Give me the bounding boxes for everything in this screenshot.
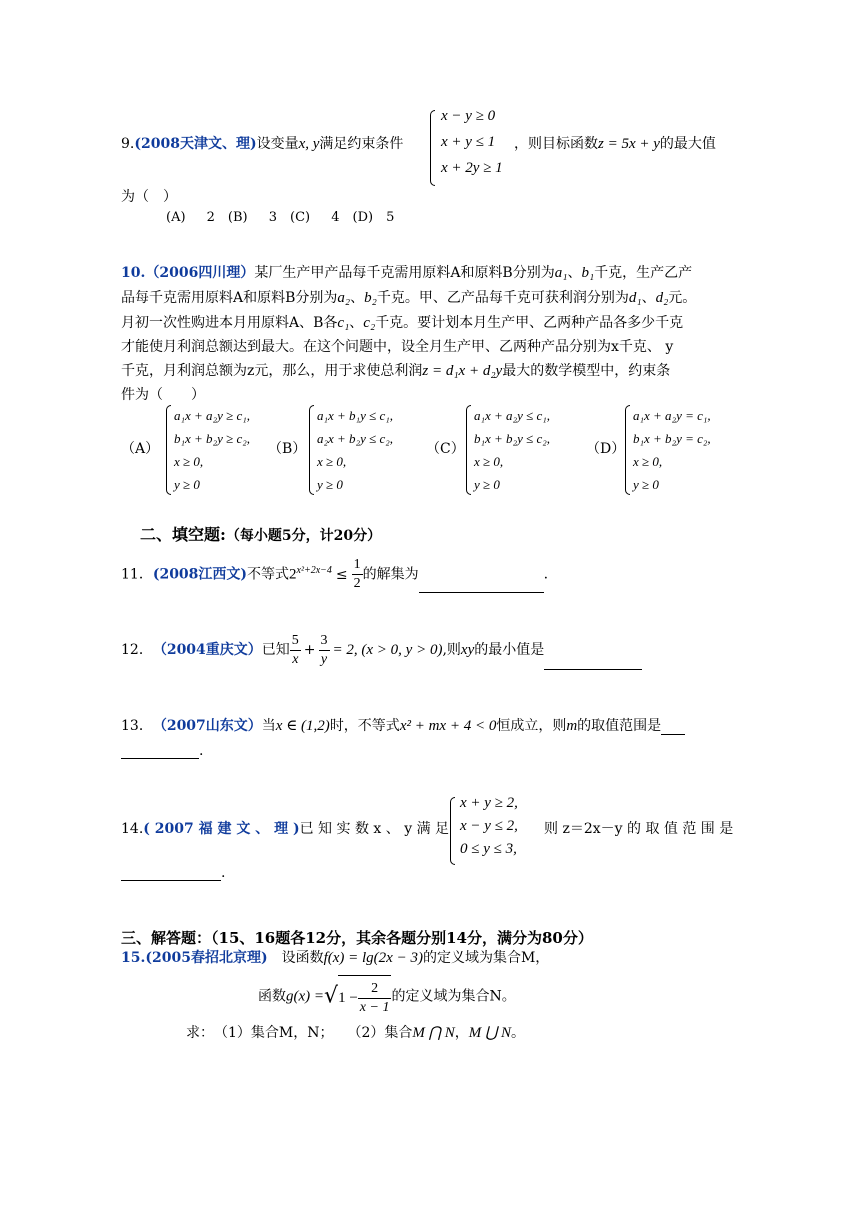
q11-rel: ≤ xyxy=(335,566,348,583)
q15-l2b: 的定义域为集合N。 xyxy=(391,988,516,1005)
q13-source: （2007山东文） xyxy=(159,718,262,734)
q11-lead: 不等式 xyxy=(247,566,290,583)
q15-tail: 的定义域为集合M， xyxy=(422,950,550,966)
q13-mid2: 恒成立，则 xyxy=(496,718,567,734)
q10-d1: d₁ xyxy=(628,290,642,306)
q12-xy: xy xyxy=(460,642,475,658)
q10-choice-b-line1: a₁x + b₁y ≤ c₁, xyxy=(317,408,394,423)
q10-l1a: 某厂生产甲产品每千克需用原料A和原料B分别为 xyxy=(254,265,555,281)
q14-lead: 已 知 实 数 x 、 y 满 足 xyxy=(299,821,450,837)
q10-l2c: 元。 xyxy=(668,290,697,306)
q15-fraction xyxy=(358,980,392,1017)
q12-plus: + xyxy=(303,642,316,658)
q10-choice-b-line4: y ≥ 0 xyxy=(317,477,343,492)
q10-choice-c-line1: a₁x + a₂y ≤ c₁, xyxy=(474,408,551,423)
q13-line2 xyxy=(121,740,203,759)
q13-number: 13． xyxy=(121,718,146,734)
q10-line1 xyxy=(121,262,692,282)
q15-lead: 设函数 xyxy=(281,950,324,966)
q9-tail1: ，则目标函数 xyxy=(514,136,598,152)
q10-b2: b₂ xyxy=(364,290,377,306)
q10-sep3: 、 xyxy=(641,290,656,306)
q12-f2-num: 3 xyxy=(319,632,330,651)
q10-line4: 才能使月利润总额达到最大。在这个问题中，设全月生产甲、乙两种产品分别为x千克、 y xyxy=(121,339,674,355)
q10-sep4: 、 xyxy=(349,315,364,331)
q11-tail: 的解集为 xyxy=(362,566,419,583)
q9-objective: z = 5x + y xyxy=(598,136,660,152)
q12-f2-den: y xyxy=(320,651,328,667)
q12-source: （2004重庆文） xyxy=(159,642,262,658)
q10-choice-b-brace xyxy=(309,405,314,495)
q13-line xyxy=(121,715,685,735)
q10-choice-c-brace xyxy=(466,405,471,495)
q11-end: . xyxy=(543,566,549,583)
q11-line xyxy=(121,553,548,593)
q15-radicand xyxy=(338,975,391,1018)
q9-brace xyxy=(430,110,435,186)
q11-frac-num: 1 xyxy=(352,556,363,575)
q12-f1-num: 5 xyxy=(290,632,301,651)
q14-tail: 则 z＝2x－y 的 取 值 范 围 是 xyxy=(544,821,734,837)
q12-fraction-2 xyxy=(319,632,330,669)
q14-end: . xyxy=(221,865,226,881)
q15-line2 xyxy=(258,975,516,1018)
q12-line xyxy=(121,630,642,670)
q10-l3b: 千克。要计划本月生产甲、乙两种产品各多少千克 xyxy=(375,315,684,331)
q9-vars: x, y xyxy=(298,136,320,152)
q10-c1: c₁ xyxy=(337,315,350,331)
q15-cup: M ⋃ N xyxy=(468,1025,512,1041)
section2-heading xyxy=(140,522,381,545)
q9-constraint-2: x + y ≤ 1 xyxy=(441,134,496,150)
q10-choice-d-line3: x ≥ 0, xyxy=(633,454,663,469)
q11-fraction xyxy=(352,556,363,593)
q9-line1 xyxy=(121,133,403,153)
section2-note: （每小题5分，计20分） xyxy=(225,528,382,544)
q10-choice-b-label: （B） xyxy=(268,441,307,457)
q13-answer-blank-1[interactable] xyxy=(661,716,685,735)
q10-choice-c-line4: y ≥ 0 xyxy=(474,477,500,492)
q10-choice-d-brace xyxy=(625,405,630,495)
q14-constraint-1: x + y ≥ 2, xyxy=(460,795,518,811)
q15-source: (2005春招北京理) xyxy=(145,950,268,966)
q9-lead: 设变量 xyxy=(256,136,299,152)
q10-choice-a-line4: y ≥ 0 xyxy=(174,477,200,492)
q15-number: 15. xyxy=(121,950,146,966)
q12-tail: ,则 xyxy=(442,642,461,658)
section3-heading: 三、解答题：（15、16题各12分，其余各题分别14分，满分为80分） xyxy=(121,929,593,947)
q15-line3 xyxy=(186,1022,525,1042)
q11-number: 11． xyxy=(121,566,153,583)
q12-f1-den: x xyxy=(292,651,299,667)
q10-sep1: 、 xyxy=(567,265,582,281)
q13-lead: 当 xyxy=(261,718,276,734)
q14-answer-blank[interactable] xyxy=(121,862,221,881)
q10-choice-b-line3: x ≥ 0, xyxy=(317,454,347,469)
q11-exponent: x²+2x−4 xyxy=(296,565,332,576)
q12-number: 12． xyxy=(121,642,146,658)
q10-choice-c-line2: b₁x + b₂y ≤ c₂, xyxy=(474,431,551,446)
q13-answer-blank-2[interactable] xyxy=(121,740,199,759)
q10-l2b: 千克。甲、乙产品每千克可获利润分别为 xyxy=(376,290,629,306)
q10-choice-d-line4: y ≥ 0 xyxy=(633,477,659,492)
q9-mid: 满足约束条件 xyxy=(319,136,404,152)
q10-source: （2006四川理） xyxy=(145,265,255,281)
q10-choice-c-line3: x ≥ 0, xyxy=(474,454,504,469)
q15-comma: ， xyxy=(454,1025,469,1041)
q12-answer-blank[interactable] xyxy=(544,649,642,670)
q10-l5a: 千克，月利润总额为z元，那么，用于求使总利润 xyxy=(121,363,423,379)
q10-choice-a-line2: b₁x + b₂y ≥ c₂, xyxy=(174,431,251,446)
q10-a1: a₁ xyxy=(554,265,568,281)
q10-objective: z = d₁x + d₂y xyxy=(422,363,503,379)
q13-mid: 时，不等式 xyxy=(329,718,400,734)
q9-options: (A) 2 (B) 3 (C) 4 (D) 5 xyxy=(166,210,395,225)
q13-cond: x ∈ (1,2) xyxy=(275,718,330,734)
q10-choice-a-line3: x ≥ 0, xyxy=(174,454,204,469)
q10-choice-d-line2: b₁x + b₂y = c₂, xyxy=(633,431,711,446)
q15-cap: M ⋂ N xyxy=(412,1025,455,1041)
q14-brace xyxy=(450,797,455,865)
q10-choice-b-line2: a₂x + b₂y ≤ c₂, xyxy=(317,431,394,446)
q10-choice-d-label: （D） xyxy=(586,441,626,457)
q10-line6: 件为（ ） xyxy=(121,387,205,403)
q15-l3b: 。 xyxy=(511,1025,526,1041)
q10-l5b: 最大的数学模型中，约束条 xyxy=(502,363,671,379)
q12-lead: 已知 xyxy=(261,642,290,658)
q11-source: (2008江西文) xyxy=(152,566,248,583)
q15-l2a: 函数 xyxy=(258,988,286,1005)
q15-f: f(x) = lg(2x − 3) xyxy=(323,950,423,966)
q10-c2: c₂ xyxy=(363,315,376,331)
q14-constraint-2: x − y ≤ 2, xyxy=(460,818,518,834)
q12-tail2: 的最小值是 xyxy=(474,642,545,658)
q14-number: 14. xyxy=(121,821,144,837)
q13-tail: 的取值范围是 xyxy=(577,718,662,734)
q10-b1: b₁ xyxy=(581,265,595,281)
q10-choice-d-line1: a₁x + a₂y = c₁, xyxy=(633,408,711,423)
q13-end: . xyxy=(199,743,204,759)
q11-frac-den: 2 xyxy=(353,576,361,592)
q10-line3 xyxy=(121,312,683,332)
q9-constraint-3: x + 2y ≥ 1 xyxy=(441,160,503,176)
q10-number: 10. xyxy=(121,265,146,281)
q9-line2: 为（ ） xyxy=(121,189,177,205)
q15-frac-den: x − 1 xyxy=(359,999,390,1015)
q11-answer-blank[interactable] xyxy=(419,572,544,593)
q9-source: (2008天津文、理) xyxy=(134,136,257,152)
q15-frac-num: 2 xyxy=(358,980,392,999)
q14-line1 xyxy=(121,818,449,838)
q11-base: 2 xyxy=(289,566,297,583)
q9-tail2: 的最大值 xyxy=(659,136,716,152)
q10-sep2: 、 xyxy=(350,290,365,306)
q15-line1 xyxy=(121,947,549,967)
q15-rad1: 1 − xyxy=(338,990,358,1006)
q9-number: 9. xyxy=(121,136,135,152)
q14-line2 xyxy=(121,862,225,881)
q13-ineq: x² + mx + 4 < 0 xyxy=(399,718,497,734)
sqrt-icon: √ xyxy=(324,983,339,1009)
q10-choice-a-brace xyxy=(166,405,171,495)
q12-rest: = 2, (x > 0, y > 0) xyxy=(332,642,443,658)
q15-g: g(x) = xyxy=(286,988,325,1005)
q10-a2: a₂ xyxy=(337,290,351,306)
q10-choice-a-line1: a₁x + a₂y ≥ c₁, xyxy=(174,408,251,423)
q13-m: m xyxy=(566,718,578,734)
q9-line1-tail xyxy=(514,133,716,153)
q10-choice-c-label: （C） xyxy=(426,441,465,457)
q15-l3a: 求： （1）集合M，N； （2）集合 xyxy=(186,1025,413,1041)
q9-constraint-1: x − y ≥ 0 xyxy=(441,108,496,124)
q10-l1b: 千克，生产乙产 xyxy=(594,265,693,281)
q10-choice-a-label: （A） xyxy=(121,441,160,457)
q10-line2 xyxy=(121,287,696,307)
section2-title: 二、填空题: xyxy=(140,525,226,544)
q12-fraction-1 xyxy=(290,632,301,669)
q10-l2a: 品每千克需用原料A和原料B分别为 xyxy=(121,290,338,306)
q10-line5 xyxy=(121,360,670,380)
q14-constraint-3: 0 ≤ y ≤ 3, xyxy=(460,841,517,857)
q10-l3a: 月初一次性购进本月用原料A、B各 xyxy=(121,315,338,331)
q10-d2: d₂ xyxy=(655,290,669,306)
q14-source: ( 2007 福 建 文 、 理 ) xyxy=(143,821,300,837)
